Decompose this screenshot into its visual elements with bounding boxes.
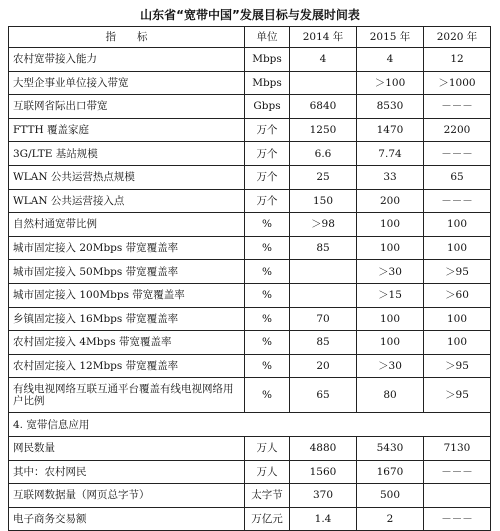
indicator-cell: 自然村通宽带比例 [9,213,245,237]
value-2014-cell: 1.4 [290,507,357,531]
table-row [9,213,491,237]
unit-cell: % [245,307,290,331]
value-2014-cell: 150 [290,189,357,213]
value-2015-cell: ＞30 [357,354,424,378]
indicator-cell: 大型企事业单位接入带宽 [9,71,245,95]
unit-cell: % [245,331,290,355]
value-2015-cell: 4 [357,48,424,72]
value-2020-cell: 100 [424,213,491,237]
value-2014-cell: 6.6 [290,142,357,166]
header-2020: 2020 年 [424,27,491,48]
value-2014-cell [290,283,357,307]
value-2014-cell: 85 [290,331,357,355]
table-row [9,236,491,260]
indicator-cell: 城市固定接入 20Mbps 带宽覆盖率 [9,236,245,260]
table-row [9,307,491,331]
value-2020-cell: ＞1000 [424,71,491,95]
indicator-cell: 其中：农村网民 [9,460,245,484]
table-row [9,354,491,378]
value-2020-cell: 100 [424,236,491,260]
indicator-cell: 电子商务交易额 [9,507,245,531]
value-2015-cell: 200 [357,189,424,213]
indicator-cell: 有线电视网络互联互通平台覆盖有线电视网络用户比例 [9,378,245,413]
value-2015-cell: 5430 [357,436,424,460]
value-2020-cell: ＞95 [424,260,491,284]
value-2014-cell: 4 [290,48,357,72]
value-2020-cell: 7130 [424,436,491,460]
value-2015-cell: 100 [357,331,424,355]
unit-cell: % [245,260,290,284]
table-row [9,460,491,484]
unit-cell: 万个 [245,189,290,213]
value-2020-cell: －－－ [424,460,491,484]
value-2015-cell: 2 [357,507,424,531]
value-2014-cell: 25 [290,165,357,189]
value-2020-cell: ＞60 [424,283,491,307]
value-2015-cell: 7.74 [357,142,424,166]
unit-cell: % [245,378,290,413]
unit-cell: 万亿元 [245,507,290,531]
header-2014: 2014 年 [290,27,357,48]
table-row [9,189,491,213]
value-2014-cell: 370 [290,484,357,508]
section-row [9,413,491,437]
value-2015-cell: 100 [357,307,424,331]
indicator-cell: 农村固定接入 4Mbps 带宽覆盖率 [9,331,245,355]
value-2020-cell [424,484,491,508]
table-row [9,331,491,355]
value-2020-cell: ＞95 [424,378,491,413]
table-row [9,484,491,508]
indicator-cell: FTTH 覆盖家庭 [9,118,245,142]
value-2020-cell: 100 [424,307,491,331]
value-2015-cell: 1670 [357,460,424,484]
value-2014-cell [290,71,357,95]
value-2015-cell: 80 [357,378,424,413]
value-2014-cell: 1560 [290,460,357,484]
value-2020-cell: ＞95 [424,354,491,378]
header-2015: 2015 年 [357,27,424,48]
value-2014-cell: 20 [290,354,357,378]
targets-table [8,26,491,531]
unit-cell: Mbps [245,48,290,72]
header-unit: 单位 [245,27,290,48]
table-row [9,507,491,531]
section-heading: 4. 宽带信息应用 [9,413,491,437]
value-2020-cell: －－－ [424,142,491,166]
table-row [9,165,491,189]
indicator-cell: 3G/LTE 基站规模 [9,142,245,166]
table-row [9,378,491,413]
value-2015-cell: 33 [357,165,424,189]
value-2014-cell: 70 [290,307,357,331]
indicator-cell: 农村固定接入 12Mbps 带宽覆盖率 [9,354,245,378]
table-row [9,260,491,284]
indicator-cell: WLAN 公共运营热点规模 [9,165,245,189]
table-row [9,71,491,95]
indicator-cell: 农村宽带接入能力 [9,48,245,72]
indicator-cell: 互联网数据量（网页总字节） [9,484,245,508]
value-2015-cell: ＞100 [357,71,424,95]
table-row [9,142,491,166]
unit-cell: % [245,283,290,307]
table-row [9,95,491,119]
value-2020-cell: 65 [424,165,491,189]
unit-cell: Gbps [245,95,290,119]
unit-cell: 万个 [245,142,290,166]
value-2015-cell: 1470 [357,118,424,142]
indicator-cell: WLAN 公共运营接入点 [9,189,245,213]
table-row [9,48,491,72]
unit-cell: 万人 [245,436,290,460]
indicator-cell: 乡镇固定接入 16Mbps 带宽覆盖率 [9,307,245,331]
value-2020-cell: 2200 [424,118,491,142]
header-row [9,27,491,48]
unit-cell: 万个 [245,118,290,142]
value-2020-cell: －－－ [424,95,491,119]
value-2015-cell: 500 [357,484,424,508]
indicator-cell: 城市固定接入 50Mbps 带宽覆盖率 [9,260,245,284]
unit-cell: % [245,354,290,378]
indicator-cell: 网民数量 [9,436,245,460]
value-2014-cell [290,260,357,284]
value-2015-cell: 8530 [357,95,424,119]
table-row [9,118,491,142]
value-2020-cell: －－－ [424,507,491,531]
unit-cell: 太字节 [245,484,290,508]
value-2014-cell: 1250 [290,118,357,142]
value-2015-cell: ＞30 [357,260,424,284]
unit-cell: % [245,213,290,237]
indicator-cell: 互联网省际出口带宽 [9,95,245,119]
value-2014-cell: 4880 [290,436,357,460]
unit-cell: % [245,236,290,260]
value-2014-cell: 85 [290,236,357,260]
table-row [9,436,491,460]
value-2014-cell: 6840 [290,95,357,119]
value-2014-cell: ＞98 [290,213,357,237]
unit-cell: 万个 [245,165,290,189]
header-indicator: 指 标 [9,27,245,48]
indicator-cell: 城市固定接入 100Mbps 带宽覆盖率 [9,283,245,307]
unit-cell: 万人 [245,460,290,484]
value-2014-cell: 65 [290,378,357,413]
value-2020-cell: －－－ [424,189,491,213]
table-title: 山东省“宽带中国”发展目标与发展时间表 [140,8,360,22]
value-2020-cell: 12 [424,48,491,72]
value-2020-cell: 100 [424,331,491,355]
value-2015-cell: 100 [357,213,424,237]
table-row [9,283,491,307]
value-2015-cell: ＞15 [357,283,424,307]
unit-cell: Mbps [245,71,290,95]
value-2015-cell: 100 [357,236,424,260]
